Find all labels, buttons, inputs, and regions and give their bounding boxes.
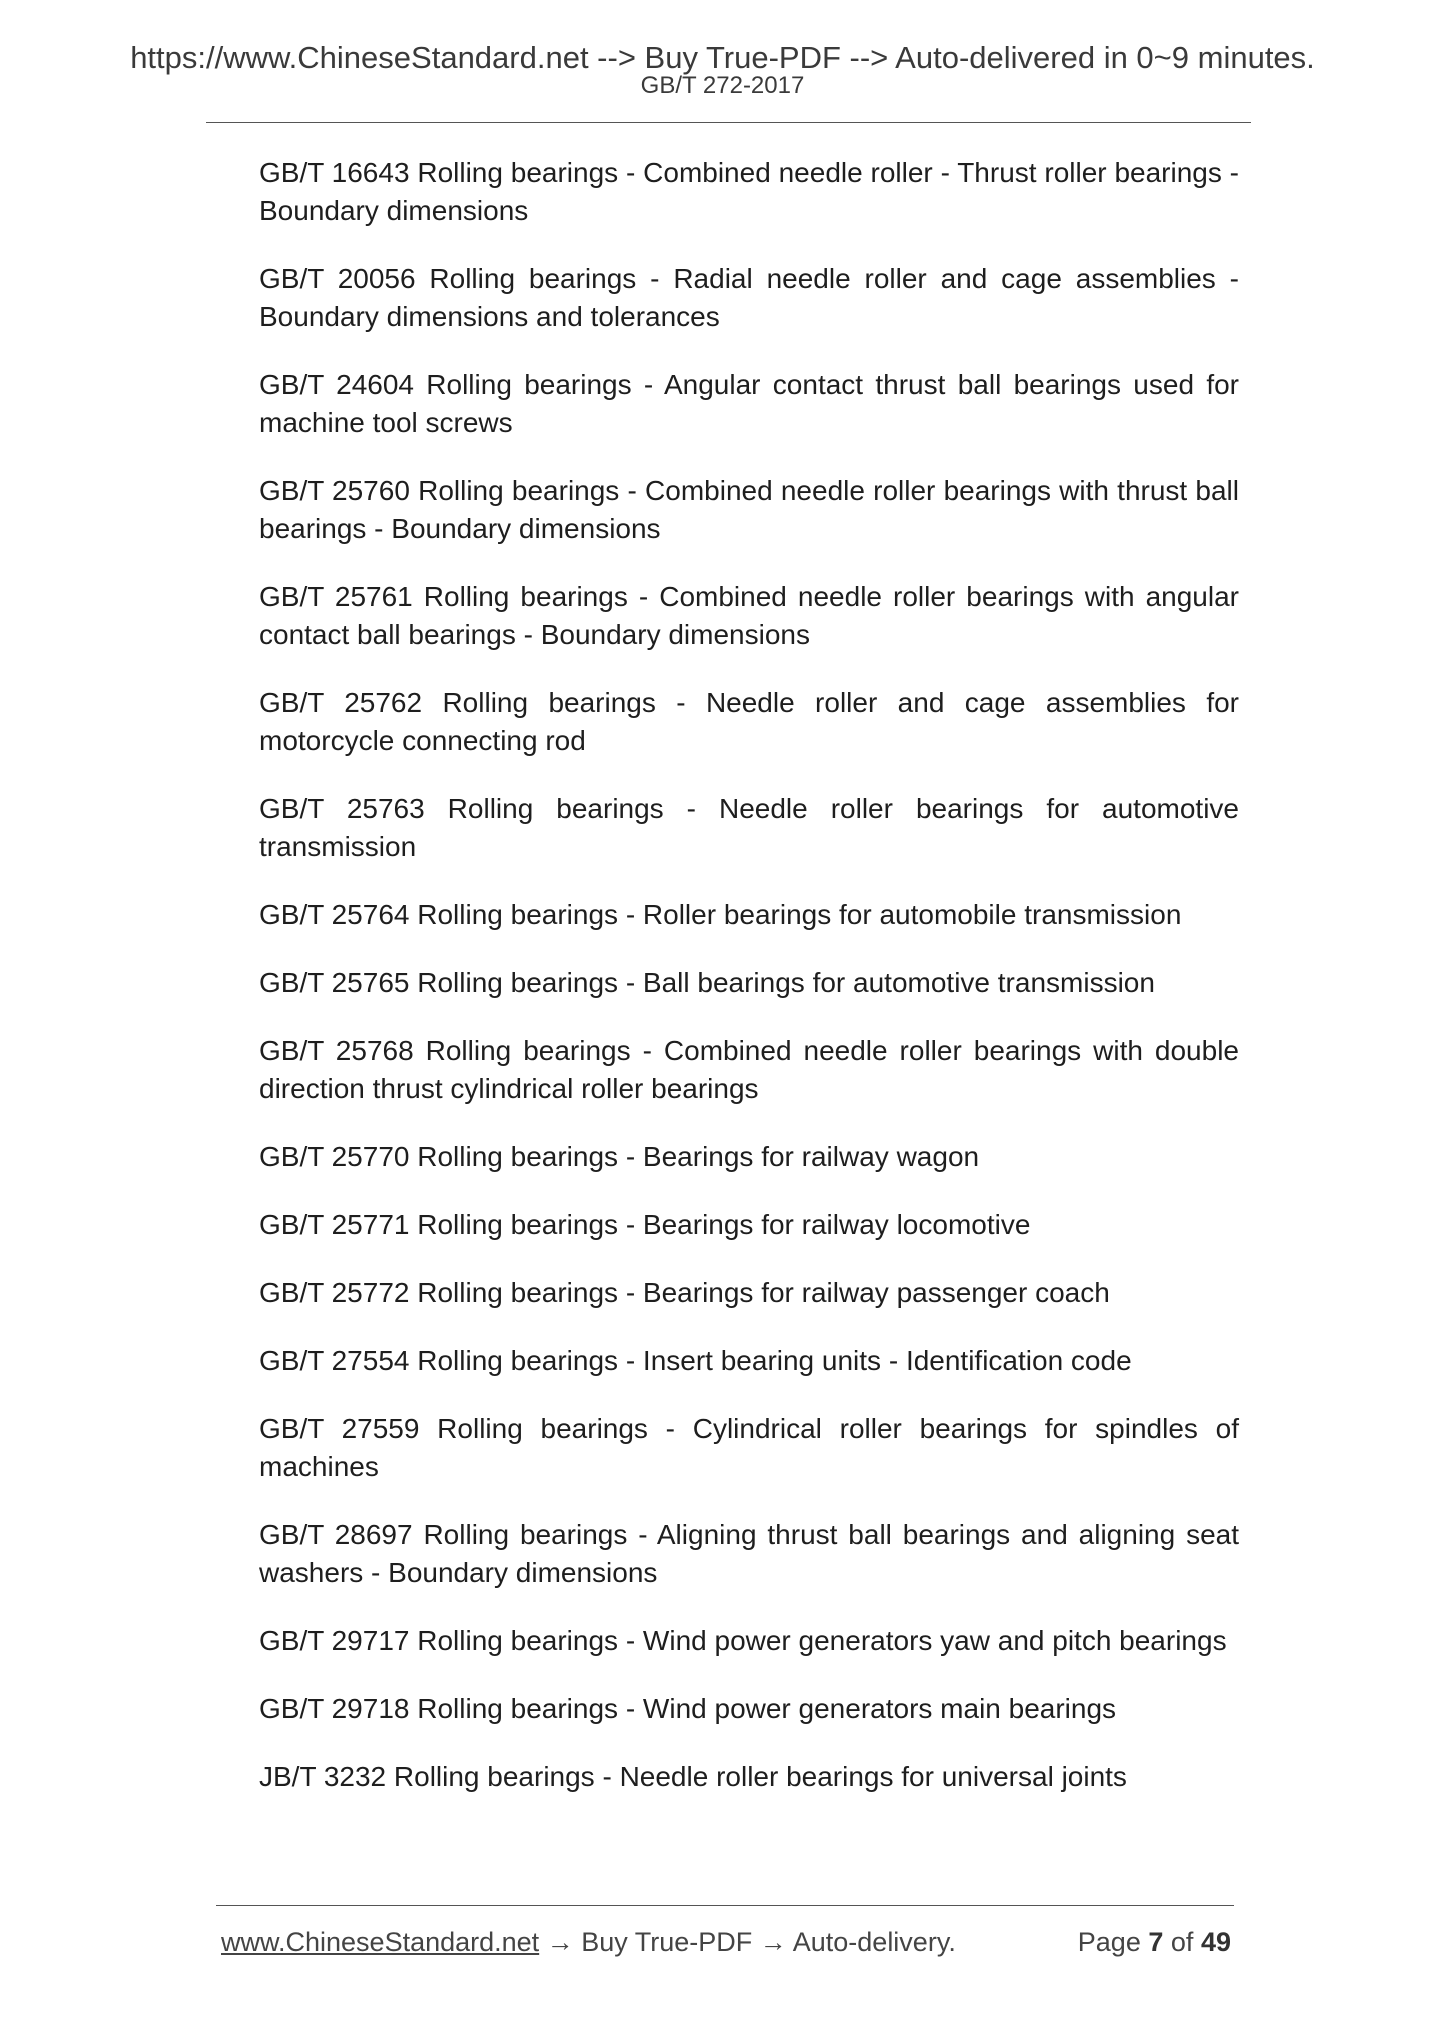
- page-indicator: [1078, 1925, 1231, 1959]
- reference-item: GB/T 25760 Rolling bearings - Combined needle roller bearings with thrust ball bearings - Boundary dimensions: [259, 475, 1239, 544]
- site-link[interactable]: www.ChineseStandard.net: [221, 1927, 540, 1957]
- reference-item: GB/T 20056 Rolling bearings - Radial needle roller and cage assemblies - Boundary dimensions and tolerances: [259, 263, 1239, 332]
- reference-item: GB/T 29718 Rolling bearings - Wind power generators main bearings: [259, 1693, 1117, 1724]
- top-banner: https://www.ChineseStandard.net --> Buy True-PDF --> Auto-delivered in 0~9 minutes.: [130, 40, 1315, 75]
- of-label: of: [1170, 1927, 1194, 1957]
- header-divider: [206, 122, 1251, 123]
- reference-item: GB/T 16643 Rolling bearings - Combined needle roller - Thrust roller bearings - Boundary dimensions: [259, 157, 1239, 226]
- reference-item: GB/T 25770 Rolling bearings - Bearings for railway wagon: [259, 1141, 980, 1172]
- reference-item: GB/T 29717 Rolling bearings - Wind power generators yaw and pitch bearings: [259, 1625, 1227, 1656]
- reference-item: GB/T 25764 Rolling bearings - Roller bearings for automobile transmission: [259, 899, 1182, 930]
- document-code: GB/T 272-2017: [640, 72, 805, 99]
- page-label: Page: [1077, 1927, 1141, 1957]
- footer-left: [221, 1925, 956, 1959]
- page-total: 49: [1200, 1927, 1231, 1957]
- footer-divider: [216, 1905, 1234, 1906]
- reference-item: GB/T 24604 Rolling bearings - Angular contact thrust ball bearings used for machine tool screws: [259, 369, 1239, 438]
- reference-item: GB/T 28697 Rolling bearings - Aligning thrust ball bearings and aligning seat washers - Boundary dimensions: [259, 1519, 1239, 1588]
- reference-list: [259, 154, 1239, 1826]
- footer-tagline: → Buy True-PDF → Auto-delivery.: [539, 1927, 956, 1957]
- reference-item: GB/T 25768 Rolling bearings - Combined needle roller bearings with double direction thrust cylindrical roller bearings: [259, 1035, 1239, 1104]
- reference-item: GB/T 25761 Rolling bearings - Combined needle roller bearings with angular contact ball bearings - Boundary dimensions: [259, 581, 1239, 650]
- reference-item: GB/T 25765 Rolling bearings - Ball bearings for automotive transmission: [259, 967, 1155, 998]
- page-number: 7: [1148, 1927, 1164, 1957]
- reference-item: GB/T 25763 Rolling bearings - Needle roller bearings for automotive transmission: [259, 793, 1239, 862]
- reference-item: GB/T 25762 Rolling bearings - Needle roller and cage assemblies for motorcycle connecting rod: [259, 687, 1239, 756]
- reference-item: GB/T 25772 Rolling bearings - Bearings for railway passenger coach: [259, 1277, 1110, 1308]
- reference-item: GB/T 25771 Rolling bearings - Bearings for railway locomotive: [259, 1209, 1031, 1240]
- reference-item: GB/T 27559 Rolling bearings - Cylindrical roller bearings for spindles of machines: [259, 1413, 1239, 1482]
- reference-item: GB/T 27554 Rolling bearings - Insert bearing units - Identification code: [259, 1345, 1132, 1376]
- reference-item: JB/T 3232 Rolling bearings - Needle roller bearings for universal joints: [259, 1761, 1127, 1792]
